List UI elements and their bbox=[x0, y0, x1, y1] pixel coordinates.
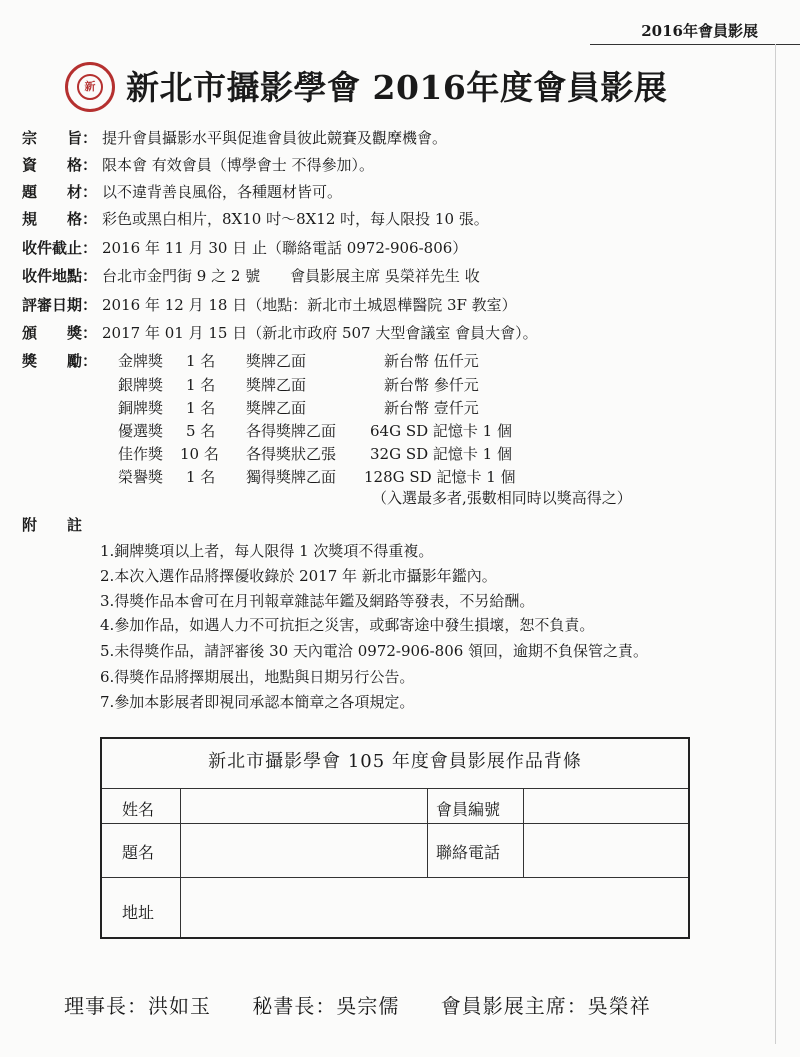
note-item: 3.得獎作品本會可在月刊報章雜誌年鑑及網路等發表，不另給酬。 bbox=[100, 592, 535, 610]
rule-ceremony bbox=[22, 322, 538, 343]
header-divider bbox=[590, 44, 800, 45]
address-label: 地址 bbox=[122, 903, 155, 922]
award-reward: 32G SD 記憶卡 1 個 bbox=[370, 445, 512, 463]
note-item: 6.得獎作品將擇期展出，地點與日期另行公告。 bbox=[100, 668, 415, 686]
award-count: 10 名 bbox=[180, 445, 219, 463]
rule-value: 彩色或黑白相片，8X10 吋～8X12 吋，每人限投 10 張。 bbox=[102, 210, 489, 228]
signatories bbox=[64, 990, 685, 1019]
note-item: 7.參加本影展者即視同承認本簡章之各項規定。 bbox=[100, 693, 415, 711]
award-count: 5 名 bbox=[186, 422, 216, 440]
rule-value: 以不違背善良風俗，各種題材皆可。 bbox=[102, 183, 343, 201]
name-label: 姓名 bbox=[122, 800, 155, 819]
award-prize: 獎牌乙面 bbox=[246, 352, 307, 370]
award-prize: 獎牌乙面 bbox=[246, 376, 307, 394]
rule-deadline bbox=[22, 237, 467, 258]
rule-subject bbox=[22, 181, 342, 202]
society-logo bbox=[65, 62, 115, 112]
rule-label: 收件截止： bbox=[22, 239, 98, 257]
rule-purpose bbox=[22, 127, 447, 148]
work-title-label: 題名 bbox=[122, 843, 155, 862]
award-prize: 各得獎牌乙面 bbox=[246, 422, 337, 440]
member-no-label: 會員編號 bbox=[436, 800, 501, 819]
header-tag: 2016年會員影展 bbox=[641, 22, 758, 40]
form-title: 新北市攝影學會 105 年度會員影展作品背條 bbox=[208, 751, 582, 772]
rule-label: 資 格： bbox=[22, 156, 98, 174]
award-prize: 各得獎狀乙張 bbox=[246, 445, 337, 463]
award-reward: 新台幣 壹仟元 bbox=[384, 399, 479, 417]
rule-label: 評審日期： bbox=[22, 296, 98, 314]
award-reward: 新台幣 伍仟元 bbox=[384, 352, 479, 370]
note-item: 4.參加作品，如遇人力不可抗拒之災害，或郵寄途中發生損壞，恕不負責。 bbox=[100, 616, 595, 634]
award-count: 1 名 bbox=[186, 352, 216, 370]
award-name: 榮譽獎 bbox=[118, 468, 164, 486]
rule-value: 提升會員攝影水平與促進會員彼此競賽及觀摩機會。 bbox=[102, 129, 448, 147]
note-item: 1.銅牌獎項以上者，每人限得 1 次獎項不得重複。 bbox=[100, 542, 434, 560]
award-name: 優選獎 bbox=[118, 422, 164, 440]
form-divider bbox=[523, 788, 524, 877]
rule-value: 2017 年 01 月 15 日（新北市政府 507 大型會議室 會員大會）。 bbox=[102, 324, 538, 342]
awards-label: 獎 勵： bbox=[22, 352, 98, 370]
page-title: 新北市攝影學會 2016年度會員影展 bbox=[126, 68, 668, 107]
chairman: 理事長：洪如玉 bbox=[64, 994, 211, 1018]
rule-label: 題 材： bbox=[22, 183, 98, 201]
entry-form-card bbox=[100, 737, 690, 939]
rule-location bbox=[22, 265, 480, 286]
award-count: 1 名 bbox=[186, 468, 216, 486]
notes-title: 附 註 bbox=[22, 516, 83, 534]
note-item: 2.本次入選作品將擇優收錄於 2017 年 新北市攝影年鑑內。 bbox=[100, 567, 497, 585]
award-prize: 獨得獎牌乙面 bbox=[246, 468, 337, 486]
note-item: 5.未得獎作品，請評審後 30 天內電洽 0972-906-806 領回，逾期不負保管之責。 bbox=[100, 642, 649, 660]
rule-value: 2016 年 12 月 18 日（地點：新北市土城恩樺醫院 3F 教室） bbox=[102, 296, 517, 314]
award-name: 金牌獎 bbox=[118, 352, 164, 370]
form-divider bbox=[427, 788, 428, 877]
form-divider bbox=[180, 788, 181, 937]
awards-heading bbox=[22, 350, 102, 371]
margin-rule bbox=[775, 44, 776, 1044]
form-divider bbox=[102, 823, 688, 824]
rule-judging-date bbox=[22, 294, 517, 315]
rule-spec bbox=[22, 208, 489, 229]
rule-value: 2016 年 11 月 30 日 止（聯絡電話 0972-906-806） bbox=[102, 239, 468, 257]
award-name: 銅牌獎 bbox=[118, 399, 164, 417]
award-name: 銀牌獎 bbox=[118, 376, 164, 394]
rule-label: 收件地點： bbox=[22, 267, 98, 285]
award-reward: 128G SD 記憶卡 1 個 bbox=[364, 468, 516, 486]
rule-label: 頒 獎： bbox=[22, 324, 98, 342]
exhibition-chair: 會員影展主席：吳榮祥 bbox=[440, 994, 651, 1018]
rule-label: 規 格： bbox=[22, 210, 98, 228]
award-reward: 64G SD 記憶卡 1 個 bbox=[370, 422, 512, 440]
award-name: 佳作獎 bbox=[118, 445, 164, 463]
form-divider bbox=[102, 788, 688, 789]
award-count: 1 名 bbox=[186, 376, 216, 394]
secretary: 秘書長：吳宗儒 bbox=[252, 994, 400, 1018]
rule-eligibility bbox=[22, 154, 374, 175]
award-count: 1 名 bbox=[186, 399, 216, 417]
award-reward: 新台幣 參仟元 bbox=[384, 376, 479, 394]
phone-label: 聯絡電話 bbox=[436, 843, 501, 862]
rule-label: 宗 旨： bbox=[22, 129, 98, 147]
award-prize: 獎牌乙面 bbox=[246, 399, 307, 417]
rule-value: 限本會 有效會員（博學會士 不得參加）。 bbox=[102, 156, 375, 174]
awards-note: （入選最多者,張數相同時以獎高得之） bbox=[372, 489, 632, 507]
rule-value: 台北市金門街 9 之 2 號 會員影展主席 吳榮祥先生 收 bbox=[102, 267, 480, 285]
logo-glyph: 新 bbox=[77, 74, 103, 100]
form-divider bbox=[102, 877, 688, 878]
